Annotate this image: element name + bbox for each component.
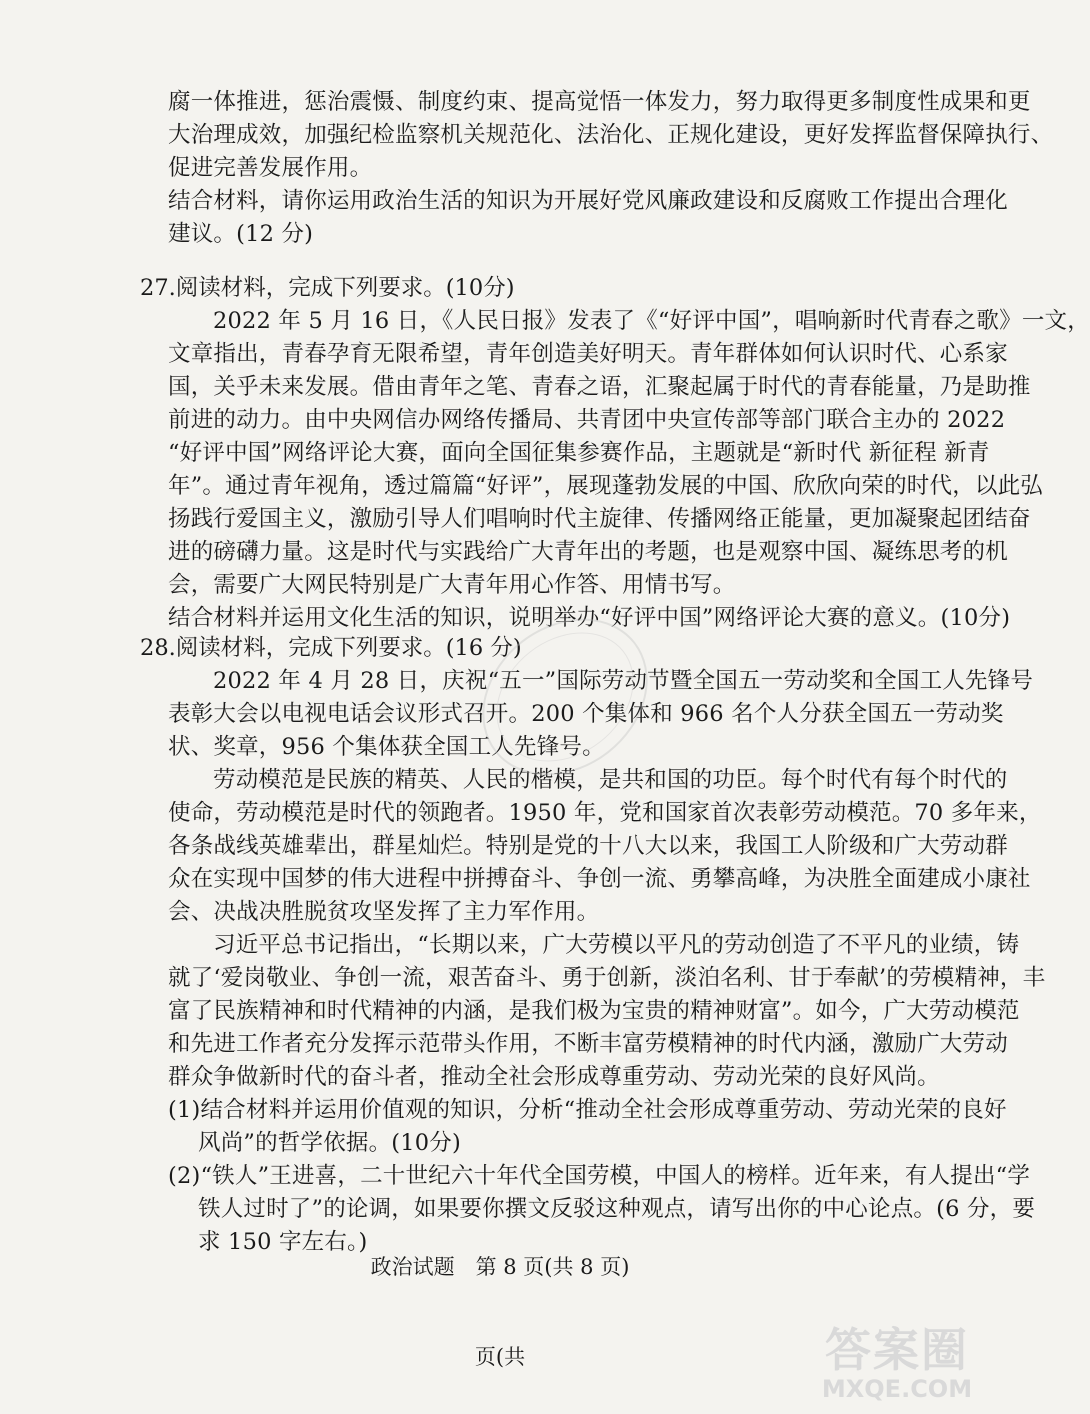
text-line: 进的磅礴力量。这是时代与实践给广大青年出的考题，也是观察中国、凝练思考的机 [168, 539, 1008, 565]
text-line: 文章指出，青春孕育无限希望，青年创造美好明天。青年群体如何认识时代、心系家 [168, 341, 1008, 367]
text-line: 腐一体推进，惩治震慑、制度约束、提高觉悟一体发力，努力取得更多制度性成果和更 [168, 89, 1031, 115]
text-line: 前进的动力。由中央网信办网络传播局、共青团中央宣传部等部门联合主办的 2022 [168, 407, 1006, 433]
text-line: 会，需要广大网民特别是广大青年用心作答、用情书写。 [168, 572, 736, 598]
text-line: 就了‘爱岗敬业、争创一流，艰苦奋斗、勇于创新，淡泊名利、甘于奉献’的劳模精神，丰 [168, 965, 1046, 991]
watermark-url-text: MXQE.COM [821, 1375, 973, 1403]
text-line: 扬践行爱国主义，激励引导人们唱响时代主旋律、传播网络正能量，更加凝聚起团结奋 [168, 506, 1031, 532]
text-line: 促进完善发展作用。 [168, 155, 373, 181]
question-28-heading: 28.阅读材料，完成下列要求。(16 分) [140, 635, 522, 661]
text-line: 状、奖章，956 个集体获全国工人先锋号。 [168, 734, 605, 760]
subquestion-line: 求 150 字左右。) [198, 1229, 368, 1255]
question-27-material [168, 305, 1090, 635]
text-line: “好评中国”网络评论大赛，面向全国征集参赛作品，主题就是“新时代 新征程 新青 [168, 440, 990, 466]
question-27-heading: 27.阅读材料，完成下列要求。(10分) [140, 275, 515, 301]
page-footer-bleed: 页(共 [474, 1345, 526, 1369]
text-line: 众在实现中国梦的伟大进程中拼搏奋斗、争创一流、勇攀高峰，为决胜全面建成小康社 [168, 866, 1031, 892]
text-line: 国，关乎未来发展。借由青年之笔、青春之语，汇聚起属于时代的青春能量，乃是助推 [168, 374, 1031, 400]
subquestion-line: 铁人过时了”的论调，如果要你撰文反驳这种观点，请写出你的中心论点。(6 分，要 [198, 1196, 1036, 1222]
text-line: 使命，劳动模范是时代的领跑者。1950 年，党和国家首次表彰劳动模范。70 多年来， [168, 800, 1042, 826]
text-line: 会、决战决胜脱贫攻坚发挥了主力军作用。 [168, 899, 600, 925]
subquestion-line: 风尚”的哲学依据。(10分) [198, 1130, 461, 1156]
subquestion-line: (2)“铁人”王进喜，二十世纪六十年代全国劳模，中国人的榜样。近年来，有人提出“学 [168, 1163, 1031, 1189]
text-line: 大治理成效，加强纪检监察机关规范化、法治化、正规化建设，更好发挥监督保障执行、 [168, 122, 1054, 148]
subquestion-line: (1)结合材料并运用价值观的知识，分析“推动全社会形成尊重劳动、劳动光荣的良好 [168, 1097, 1007, 1123]
question-28-subquestion-1 [168, 1094, 1007, 1160]
text-line: 群众争做新时代的奋斗者，推动全社会形成尊重劳动、劳动光荣的良好风尚。 [168, 1064, 940, 1090]
watermark-logo [812, 1324, 982, 1406]
question-28-subquestion-2 [168, 1160, 1036, 1259]
text-line: 2022 年 5 月 16 日，《人民日报》发表了《“好评中国”，唱响新时代青春之歌》一文， [213, 308, 1090, 334]
text-line: 和先进工作者充分发挥示范带头作用，不断丰富劳模精神的时代内涵，激励广大劳动 [168, 1031, 1008, 1057]
intro-paragraph [168, 86, 1054, 251]
text-line: 劳动模范是民族的精英、人民的楷模，是共和国的功臣。每个时代有每个时代的 [213, 767, 1008, 793]
text-line: 年”。通过青年视角，透过篇篇“好评”，展现蓬勃发展的中国、欣欣向荣的时代，以此弘 [168, 473, 1044, 499]
page-footer: 政治试题 第 8 页(共 8 页) [370, 1255, 630, 1279]
question-prompt-line: 建议。(12 分) [168, 221, 314, 247]
question-prompt-line: 结合材料并运用文化生活的知识，说明举办“好评中国”网络评论大赛的意义。(10分) [168, 605, 1011, 631]
question-prompt-line: 结合材料，请你运用政治生活的知识为开展好党风廉政建设和反腐败工作提出合理化 [168, 188, 1008, 214]
text-line: 富了民族精神和时代精神的内涵，是我们极为宝贵的精神财富”。如今，广大劳动模范 [168, 998, 1020, 1024]
text-line: 习近平总书记指出，“长期以来，广大劳模以平凡的劳动创造了不平凡的业绩，铸 [213, 932, 1020, 958]
watermark-logo-text: 答案圈 [825, 1323, 969, 1377]
text-line: 表彰大会以电视电话会议形式召开。200 个集体和 966 名个人分获全国五一劳动奖 [168, 701, 1004, 727]
text-line: 各条战线英雄辈出，群星灿烂。特别是党的十八大以来，我国工人阶级和广大劳动群 [168, 833, 1008, 859]
text-line: 2022 年 4 月 28 日，庆祝“五一”国际劳动节暨全国五一劳动奖和全国工人先锋号 [213, 668, 1034, 694]
